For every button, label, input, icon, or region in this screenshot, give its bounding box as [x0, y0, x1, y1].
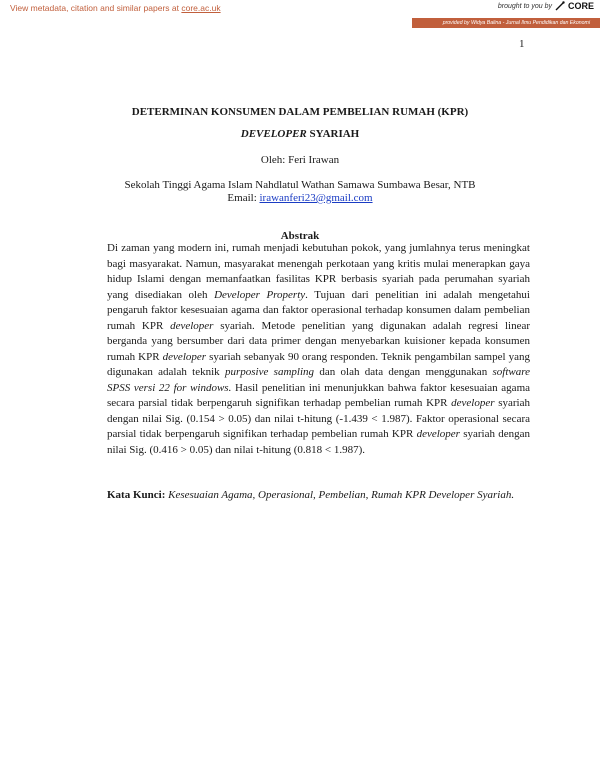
- core-ac-uk-link[interactable]: core.ac.uk: [181, 3, 221, 13]
- title-developer-word: DEVELOPER: [240, 128, 307, 140]
- author-line: Oleh: Feri Irawan: [260, 154, 340, 166]
- paper-title-line-2: [0, 128, 600, 140]
- core-brand-name: CORE: [567, 1, 594, 11]
- core-logo-icon: [555, 1, 565, 11]
- affiliation-line: Sekolah Tinggi Agama Islam Nahdlatul Wathan Samawa Sumbawa Besar, NTB: [124, 179, 476, 191]
- abstract-heading: Abstrak: [280, 230, 320, 242]
- paper-title-line-1: DETERMINAN KONSUMEN DALAM PEMBELIAN RUMAH (KPR): [131, 106, 469, 118]
- keywords-paragraph: [107, 488, 530, 504]
- core-banner: [0, 0, 600, 18]
- provided-by-text: provided by Widya Balina - Jurnal Ilmu Pendidikan dan Ekonomi: [442, 20, 590, 26]
- core-link-prefix: View metadata, citation and similar papers at: [10, 3, 179, 13]
- email-link[interactable]: irawanferi23@gmail.com: [259, 192, 373, 204]
- keywords-text: Kesesuaian Agama, Operasional, Pembelian, Rumah KPR Developer Syariah.: [165, 489, 515, 501]
- brought-by-text: brought to you by: [497, 2, 552, 10]
- email-line: [0, 192, 600, 204]
- core-metadata-link[interactable]: [10, 3, 221, 13]
- core-brand[interactable]: [498, 1, 594, 11]
- keywords-label: Kata Kunci:: [107, 489, 166, 501]
- email-label: Email:: [227, 192, 260, 204]
- provided-by-banner[interactable]: [412, 18, 600, 28]
- page-number: 1: [519, 38, 525, 50]
- title-syariah-word: SYARIAH: [306, 128, 360, 140]
- abstract-body: Di zaman yang modern ini, rumah menjadi kebutuhan pokok, yang jumlahnya terus meningkat bagi masyarakat. Namun, masyarakat menengah perkotaan yang kritis mulai menerapkan gaya hidup Islami dengan memanfaatkan fasilitas KPR berbasis syariah pada perumahan syariah yang disediakan oleh Developer Property. Tujuan dari penelitian ini adalah mengetahui pengaruh faktor kesesuaian agama dan faktor operasional terhadap konsumen dalam pembelian rumah KPR developer syariah. Metode penelitian yang digunakan adalah regresi linear berganda yang bersumber dari data primer dengan menyebarkan kuisioner kepada konsumen rumah KPR developer syariah sebanyak 90 orang responden. Teknik pengambilan sampel yang digunakan adalah teknik purposive sampling dan olah data dengan menggunakan software SPSS versi 22 for windows. Hasil penelitian ini menunjukkan bahwa faktor kesesuaian agama secara parsial tidak berpengaruh signifikan terhadap pembelian rumah KPR developer syariah dengan nilai Sig. (0.154 > 0.05) dan nilai t-hitung (-1.439 < 1.987). Faktor operasional secara parsial tidak berpengaruh signifikan terhadap pembelian rumah KPR developer syariah dengan nilai Sig. (0.416 > 0.05) dan nilai t-hitung (0.818 < 1.987).: [107, 242, 531, 456]
